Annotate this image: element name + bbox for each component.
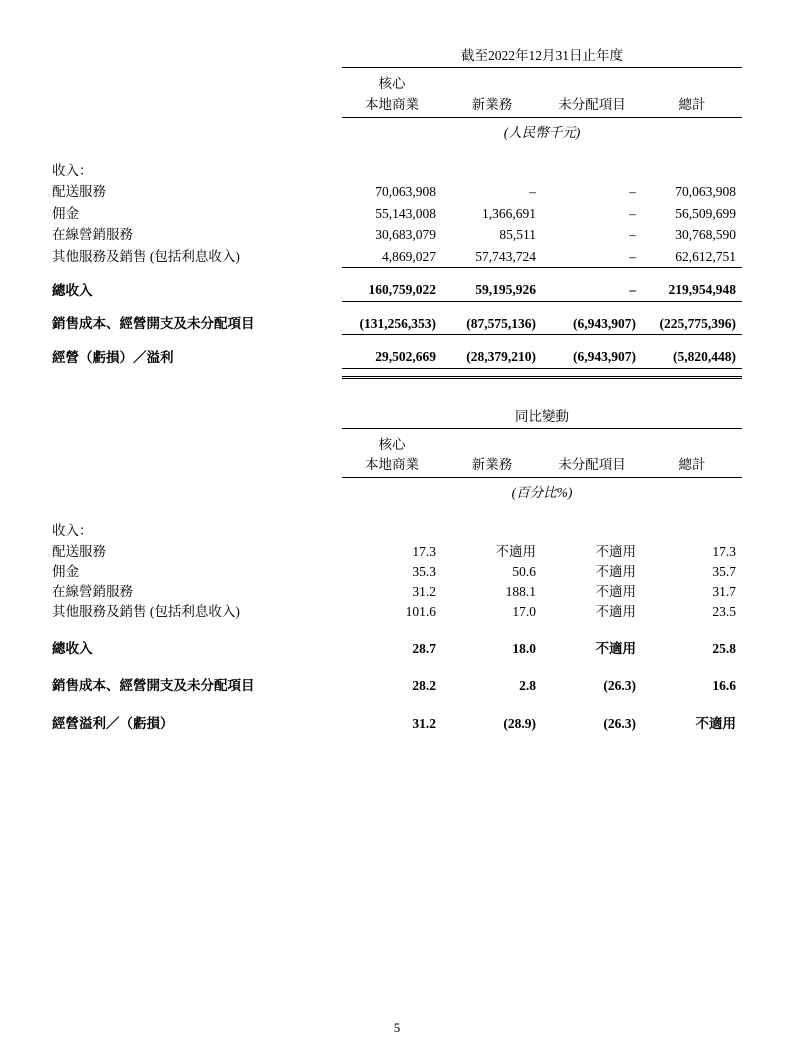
row-value: 57,743,724 bbox=[475, 248, 536, 264]
costs-rule-row bbox=[52, 301, 742, 313]
row-value: 219,954,948 bbox=[668, 282, 736, 298]
spacer-cell bbox=[52, 478, 342, 505]
row-value: 28.7 bbox=[412, 640, 436, 656]
row-value: – bbox=[629, 184, 636, 200]
spacer-cell bbox=[442, 436, 542, 457]
row-value: (28.9) bbox=[503, 715, 536, 731]
row-value: (26.3) bbox=[603, 678, 636, 694]
spacer-cell bbox=[642, 75, 742, 96]
row-value: 不適用 bbox=[495, 543, 536, 559]
table-row bbox=[52, 203, 742, 225]
row-value: 18.0 bbox=[512, 640, 536, 656]
table2-revenue-heading: 收入： bbox=[52, 523, 93, 539]
spacer-row bbox=[52, 622, 742, 638]
spacer-cell bbox=[52, 405, 342, 429]
row-value: 17.0 bbox=[512, 603, 536, 619]
table-row bbox=[52, 582, 742, 602]
row-label: 總收入 bbox=[52, 282, 93, 298]
table1-col-core-line2: 本地商業 bbox=[342, 96, 442, 117]
row-value: 不適用 bbox=[695, 715, 736, 731]
row-value: 35.3 bbox=[412, 563, 436, 579]
row-value: 25.8 bbox=[712, 640, 736, 656]
row-value: 62,612,751 bbox=[675, 248, 736, 264]
row-value: 50.6 bbox=[512, 563, 536, 579]
table1-revenue-heading-row bbox=[52, 160, 742, 182]
table2-column-header-row2 bbox=[52, 456, 742, 477]
row-value: 2.8 bbox=[519, 678, 536, 694]
segment-results-table bbox=[52, 44, 742, 379]
spacer-row bbox=[52, 144, 742, 160]
row-label: 配送服務 bbox=[52, 543, 106, 559]
row-value: 不適用 bbox=[595, 583, 636, 599]
table2-col-total: 總計 bbox=[642, 456, 742, 477]
spacer-cell bbox=[542, 436, 642, 457]
row-value: 4,869,027 bbox=[382, 248, 436, 264]
table-row bbox=[52, 542, 742, 562]
row-label: 其他服務及銷售 (包括利息收入) bbox=[52, 249, 240, 265]
row-value: 17.3 bbox=[712, 543, 736, 559]
row-value: (6,943,907) bbox=[573, 349, 636, 365]
spacer-cell bbox=[642, 436, 742, 457]
table1-col-unallocated: 未分配項目 bbox=[542, 96, 642, 117]
table2-col-unallocated: 未分配項目 bbox=[542, 456, 642, 477]
row-value: (6,943,907) bbox=[573, 315, 636, 331]
spacer-cell bbox=[52, 436, 342, 457]
row-value: 55,143,008 bbox=[375, 205, 436, 221]
table-row bbox=[52, 602, 742, 622]
row-label: 佣金 bbox=[52, 205, 79, 221]
table1-column-header-row bbox=[52, 75, 742, 96]
table2-col-core-line1: 核心 bbox=[378, 436, 406, 452]
row-value: 28.2 bbox=[412, 678, 436, 694]
row-value: 31.2 bbox=[412, 715, 436, 731]
row-value: 101.6 bbox=[405, 603, 436, 619]
operating-rule-row bbox=[52, 335, 742, 347]
spacer-row bbox=[52, 659, 742, 675]
row-label: 配送服務 bbox=[52, 184, 106, 200]
row-value: 不適用 bbox=[595, 603, 636, 619]
yoy-change-table bbox=[52, 405, 742, 735]
row-label: 在線營銷服務 bbox=[52, 583, 133, 599]
row-label: 銷售成本、經營開支及未分配項目 bbox=[52, 316, 255, 332]
spacer-row bbox=[52, 697, 742, 713]
row-value: – bbox=[629, 227, 636, 243]
table2-costs-row bbox=[52, 675, 742, 697]
table1-revenue-heading: 收入： bbox=[52, 162, 93, 178]
row-value: (26.3) bbox=[603, 715, 636, 731]
row-value: 56,509,699 bbox=[675, 205, 736, 221]
row-value: (87,575,136) bbox=[466, 315, 536, 331]
table1-col-total: 總計 bbox=[642, 96, 742, 117]
table2-units: (百分比%) bbox=[511, 485, 573, 501]
row-value: – bbox=[529, 184, 536, 200]
row-value: 85,511 bbox=[499, 227, 536, 243]
spacer-cell bbox=[52, 456, 342, 477]
row-value: 不適用 bbox=[595, 563, 636, 579]
spacer-cell bbox=[52, 75, 342, 96]
spacer-cell bbox=[442, 75, 542, 96]
spacer-row bbox=[52, 68, 742, 76]
spacer-cell bbox=[52, 117, 342, 144]
row-label: 經營溢利／（虧損） bbox=[52, 715, 174, 731]
row-label: 總收入 bbox=[52, 640, 93, 656]
table1-operating-row bbox=[52, 346, 742, 368]
table1-period-header: 截至2022年12月31日止年度 bbox=[342, 44, 742, 68]
row-value: 不適用 bbox=[595, 543, 636, 559]
table2-revenue-heading-row bbox=[52, 520, 742, 542]
row-value: 160,759,022 bbox=[368, 282, 436, 298]
table2-operating-row bbox=[52, 713, 742, 735]
row-value: 70,063,908 bbox=[375, 184, 436, 200]
row-value: 不適用 bbox=[595, 640, 636, 656]
row-label: 在線營銷服務 bbox=[52, 227, 133, 243]
spacer-row bbox=[52, 428, 742, 436]
row-value: 1,366,691 bbox=[482, 205, 536, 221]
table-row bbox=[52, 246, 742, 268]
row-value: (131,256,353) bbox=[359, 315, 436, 331]
row-value: (5,820,448) bbox=[673, 349, 736, 365]
row-value: 59,195,926 bbox=[475, 282, 536, 298]
page-number: 5 bbox=[393, 1020, 401, 1035]
table-row bbox=[52, 181, 742, 203]
section-gap bbox=[52, 379, 742, 405]
table-row bbox=[52, 224, 742, 246]
table2-units-row bbox=[52, 478, 742, 505]
row-value: 31.2 bbox=[412, 583, 436, 599]
table1-total-revenue-row bbox=[52, 279, 742, 301]
table1-costs-row bbox=[52, 313, 742, 335]
row-value: 188.1 bbox=[505, 583, 536, 599]
table2-period-header-row bbox=[52, 405, 742, 429]
row-value: 16.6 bbox=[712, 678, 736, 694]
row-value: 70,063,908 bbox=[675, 184, 736, 200]
spacer-cell bbox=[52, 96, 342, 117]
row-value: 30,683,079 bbox=[375, 227, 436, 243]
row-value: 23.5 bbox=[712, 603, 736, 619]
row-value: – bbox=[629, 248, 636, 264]
table2-period-header: 同比變動 bbox=[342, 405, 742, 429]
row-value: (28,379,210) bbox=[466, 349, 536, 365]
table2-col-new: 新業務 bbox=[442, 456, 542, 477]
table1-column-header-row2 bbox=[52, 96, 742, 117]
row-value: 17.3 bbox=[412, 543, 436, 559]
row-value: – bbox=[629, 282, 636, 298]
row-label: 銷售成本、經營開支及未分配項目 bbox=[52, 678, 255, 694]
row-label: 佣金 bbox=[52, 563, 79, 579]
row-value: – bbox=[629, 205, 636, 221]
table-row bbox=[52, 562, 742, 582]
operating-double-rule-row bbox=[52, 368, 742, 377]
table2-total-revenue-row bbox=[52, 638, 742, 660]
row-value: 30,768,590 bbox=[675, 227, 736, 243]
table1-units: (人民幣千元) bbox=[503, 124, 581, 140]
row-value: 29,502,669 bbox=[375, 349, 436, 365]
row-value: (225,775,396) bbox=[659, 315, 736, 331]
table1-col-new: 新業務 bbox=[442, 96, 542, 117]
row-label: 經營（虧損）／溢利 bbox=[52, 349, 174, 365]
spacer-cell bbox=[542, 75, 642, 96]
spacer-row bbox=[52, 504, 742, 520]
table1-period-header-row bbox=[52, 44, 742, 68]
table1-col-core-line1: 核心 bbox=[378, 76, 406, 91]
table2-column-header-row bbox=[52, 436, 742, 457]
table2-col-core-line2: 本地商業 bbox=[342, 456, 442, 477]
row-value: 31.7 bbox=[712, 583, 736, 599]
row-value: 35.7 bbox=[712, 563, 736, 579]
table1-units-row bbox=[52, 117, 742, 144]
row-label: 其他服務及銷售 (包括利息收入) bbox=[52, 603, 240, 619]
subtotal-rule-row bbox=[52, 268, 742, 280]
spacer-cell bbox=[52, 44, 342, 68]
